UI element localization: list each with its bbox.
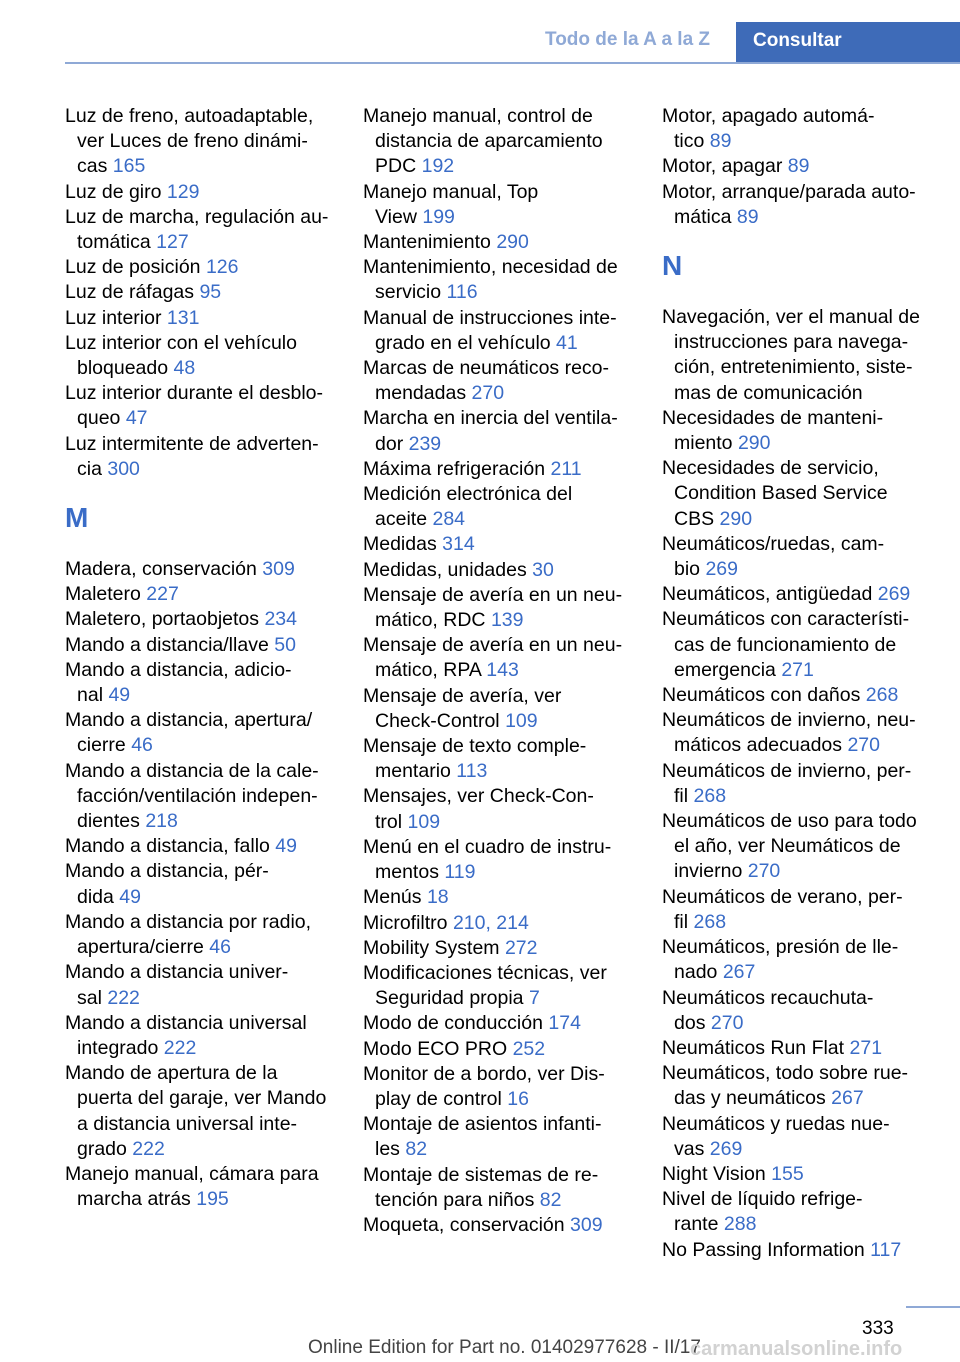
index-page-link[interactable]: 252 xyxy=(512,1037,546,1060)
index-entry xyxy=(662,935,932,985)
index-entry-text: Mantenimiento xyxy=(363,231,491,254)
index-entry xyxy=(662,456,932,532)
index-entry-text: cas xyxy=(77,155,108,178)
index-entry xyxy=(662,1036,932,1061)
index-page-link[interactable]: 49 xyxy=(108,684,131,707)
index-entry-text: bio xyxy=(674,558,701,581)
index-entry xyxy=(363,684,633,734)
index-entry xyxy=(363,482,633,532)
index-entry xyxy=(662,986,932,1036)
index-entry xyxy=(65,306,337,331)
index-entry-text: play de control xyxy=(375,1087,502,1110)
index-entry-text: Mensaje de avería en un neu- xyxy=(363,583,623,606)
index-entry xyxy=(662,607,932,683)
index-entry-text: View xyxy=(375,205,417,228)
index-page-link[interactable]: 218 xyxy=(145,810,178,833)
index-entry-text: cas de funcionamiento de xyxy=(674,633,897,656)
index-entry-text: Mando a distancia, apertura/ xyxy=(65,709,313,732)
index-page-link[interactable]: 116 xyxy=(446,281,478,304)
index-entry-text: PDC xyxy=(375,155,417,178)
index-entry-text: puerta del garaje, ver Mando xyxy=(77,1087,327,1110)
index-entry xyxy=(363,356,633,406)
running-header-section: Todo de la A a la Z xyxy=(545,29,711,50)
index-page-link[interactable]: 222 xyxy=(163,1036,197,1059)
index-entry xyxy=(662,406,932,456)
index-entry-text: Mensaje de avería, ver xyxy=(363,684,562,707)
index-entry xyxy=(65,834,337,859)
index-page-link[interactable]: 300 xyxy=(107,457,140,480)
index-entry-text: Motor, apagar xyxy=(662,155,783,178)
index-entry-text: mendadas xyxy=(375,382,467,405)
index-page-link[interactable]: 270 xyxy=(710,1011,744,1034)
index-entry xyxy=(65,633,337,658)
index-entry xyxy=(662,708,932,758)
index-entry-text: Montaje de asientos infanti- xyxy=(363,1113,602,1136)
index-entry-text: facción/ventilación indepen- xyxy=(77,784,318,807)
index-page-link[interactable]: 268 xyxy=(865,684,899,707)
index-page-link[interactable]: 195 xyxy=(196,1188,229,1211)
index-entry xyxy=(363,306,633,356)
index-entry xyxy=(662,582,932,607)
index-entry-text: Mensajes, ver Check-Con- xyxy=(363,785,594,808)
index-entry-text: tención para niños xyxy=(375,1188,535,1211)
index-entry xyxy=(65,381,337,431)
index-entry-text: Microfiltro xyxy=(363,911,448,934)
index-entry-text: Neumáticos, antigüedad xyxy=(662,583,873,606)
index-entry-text: Luz interior con el vehículo xyxy=(65,331,297,354)
index-entry xyxy=(65,658,337,708)
index-entry-text: apertura/cierre xyxy=(77,936,204,959)
index-entry xyxy=(363,784,633,834)
index-page-link[interactable]: 109 xyxy=(505,709,538,732)
index-entry-text: marcha atrás xyxy=(77,1188,191,1211)
index-entry-text: Mando a distancia universal xyxy=(65,1011,307,1034)
index-entry xyxy=(662,1112,932,1162)
index-entry-text: rante xyxy=(674,1213,719,1236)
index-page-link[interactable]: 271 xyxy=(781,658,814,681)
index-page-link[interactable]: 211 xyxy=(550,457,582,480)
index-entry-text: Luz de marcha, regulación au- xyxy=(65,205,329,228)
index-page-link[interactable]: 268 xyxy=(693,910,727,933)
index-entry-text: Neumáticos y ruedas nue- xyxy=(662,1112,890,1135)
index-page-link[interactable]: 234 xyxy=(264,608,297,631)
index-entry-text: cia xyxy=(77,457,102,480)
index-entry-text: nal xyxy=(77,684,104,707)
index-page-link[interactable]: 269 xyxy=(705,558,738,581)
index-entry-text: Check-Control xyxy=(375,709,500,732)
index-page-link[interactable]: 119 xyxy=(444,861,476,884)
index-page-link[interactable]: 267 xyxy=(722,961,756,984)
index-entry-text: Manejo manual, cámara para xyxy=(65,1162,319,1185)
index-entry xyxy=(363,911,633,936)
index-entry xyxy=(662,180,932,230)
index-entry-text: les xyxy=(375,1138,400,1161)
index-entry xyxy=(363,1037,633,1062)
index-column-1 xyxy=(65,104,337,1212)
index-entry xyxy=(662,154,932,179)
index-entry xyxy=(662,305,932,406)
index-page-link[interactable]: 82 xyxy=(405,1138,428,1161)
index-entry-text: integrado xyxy=(77,1036,159,1059)
index-entry-text: Mensaje de avería en un neu- xyxy=(363,634,623,657)
index-page-link[interactable]: 49 xyxy=(119,885,141,908)
index-page-link[interactable]: 227 xyxy=(146,583,179,606)
index-page-link[interactable]: 290 xyxy=(737,432,771,455)
index-entry xyxy=(363,1213,633,1238)
index-page-link[interactable]: 174 xyxy=(548,1012,581,1035)
watermark: carmanualsonline.info xyxy=(690,1338,903,1360)
index-page-link[interactable]: 267 xyxy=(831,1087,864,1110)
index-entry-text: queo xyxy=(77,407,121,430)
index-page-link[interactable]: 270 xyxy=(847,734,880,757)
index-entry xyxy=(65,104,337,180)
index-entry-text: Maletero xyxy=(65,583,141,606)
index-entry-text: mática xyxy=(674,205,732,228)
index-entry-text: grado en el vehículo xyxy=(375,331,551,354)
index-page-link[interactable]: 269 xyxy=(877,583,911,606)
index-entry xyxy=(363,885,633,910)
index-entry-text: mentario xyxy=(375,760,451,783)
index-page-link[interactable]: 18 xyxy=(426,886,449,909)
index-page-link[interactable]: 89 xyxy=(709,130,732,153)
index-page-link[interactable]: 47 xyxy=(125,407,148,430)
index-entry-text: Neumáticos de invierno, neu- xyxy=(662,709,916,732)
index-entry-text: mentos xyxy=(375,861,439,884)
index-column-2 xyxy=(363,104,633,1238)
index-entry-text: Luz de ráfagas xyxy=(65,281,195,304)
index-entry-text: Luz intermitente de adverten- xyxy=(65,432,319,455)
index-entry-text: aceite xyxy=(375,508,428,531)
index-entry xyxy=(65,582,337,607)
index-entry-text: Menús xyxy=(363,886,422,909)
index-page-link[interactable]: 192 xyxy=(421,155,455,178)
index-entry-text: Neumáticos con daños xyxy=(662,684,861,707)
index-page-link[interactable]: 139 xyxy=(490,609,524,632)
index-entry-text: Luz interior durante el desblo- xyxy=(65,382,323,405)
index-entry xyxy=(662,1162,932,1187)
index-entry-text: Medición electrónica del xyxy=(363,483,573,506)
index-entry-text: bloqueado xyxy=(77,357,169,380)
index-page-link[interactable]: 48 xyxy=(173,357,196,380)
index-entry-text: Night Vision xyxy=(662,1162,766,1185)
index-entry-text: Monitor de a bordo, ver Dis- xyxy=(363,1062,605,1085)
index-entry-text: Manejo manual, Top xyxy=(363,180,539,203)
index-page-link[interactable]: 46 xyxy=(209,936,231,959)
index-page-link[interactable]: 210, 214 xyxy=(452,911,529,934)
index-entry-text: Medidas xyxy=(363,533,437,556)
index-entry-text: el año, ver Neumáticos de xyxy=(674,835,901,858)
index-page-link[interactable]: 271 xyxy=(849,1036,883,1059)
index-page-link[interactable]: 50 xyxy=(274,633,296,656)
index-entry xyxy=(662,683,932,708)
index-entry xyxy=(363,936,633,961)
index-entry-text: grado xyxy=(77,1137,127,1160)
index-page-link[interactable]: 222 xyxy=(107,986,140,1009)
index-entry xyxy=(65,607,337,632)
index-entry-text: Manejo manual, control de xyxy=(363,105,593,127)
index-entry-text: dida xyxy=(77,885,114,908)
index-page-link[interactable]: 82 xyxy=(539,1188,562,1211)
index-entry-text: Motor, arranque/parada auto- xyxy=(662,180,916,203)
index-entry-text: mático, RPA xyxy=(375,659,481,682)
index-entry-text: vas xyxy=(674,1137,705,1160)
index-page-link[interactable]: 269 xyxy=(709,1137,743,1160)
index-entry-text: Navegación, ver el manual de xyxy=(662,306,920,329)
index-page-link[interactable]: 129 xyxy=(166,180,200,203)
index-entry-text: Motor, apagado automá- xyxy=(662,105,875,127)
index-entry xyxy=(363,1062,633,1112)
index-page-link[interactable]: 131 xyxy=(166,306,200,329)
index-page-link[interactable]: 288 xyxy=(723,1213,757,1236)
index-entry xyxy=(363,1112,633,1162)
page-number: 333 xyxy=(862,1318,894,1339)
index-entry xyxy=(65,910,337,960)
index-entry-text: Modo de conducción xyxy=(363,1012,543,1035)
index-entry xyxy=(65,280,337,305)
index-entry xyxy=(662,104,932,154)
index-entry-text: dos xyxy=(674,1011,706,1034)
index-column-3 xyxy=(662,104,932,1263)
index-entry xyxy=(65,759,337,835)
index-entry-text: invierno xyxy=(674,860,743,883)
index-entry-text: Condition Based Service xyxy=(674,482,888,505)
index-page-link[interactable]: 222 xyxy=(132,1137,165,1160)
index-section-letter: M xyxy=(65,502,89,534)
index-entry xyxy=(662,1061,932,1111)
index-entry xyxy=(363,406,633,456)
index-entry xyxy=(363,734,633,784)
index-entry-text: cierre xyxy=(77,734,126,757)
index-entry xyxy=(662,809,932,885)
index-entry-text: mático, RDC xyxy=(375,609,486,632)
index-page-link[interactable]: 270 xyxy=(471,382,505,405)
index-entry-text: Moqueta, conservación xyxy=(363,1213,565,1236)
index-entry-text: ver Luces de freno dinámi- xyxy=(77,130,308,153)
index-entry-text: emergencia xyxy=(674,658,776,681)
index-entry xyxy=(363,583,633,633)
footer-edition-text: Online Edition for Part no. 01402977628 - II/17 xyxy=(308,1337,701,1358)
index-entry-text: Neumáticos Run Flat xyxy=(662,1036,845,1059)
index-entry-text: Mando a distancia univer- xyxy=(65,961,289,984)
index-entry-text: Necesidades de manteni- xyxy=(662,406,884,429)
index-entry-text: sal xyxy=(77,986,102,1009)
index-entry xyxy=(363,230,633,255)
index-entry-text: Neumáticos, todo sobre rue- xyxy=(662,1062,909,1085)
index-entry-text: máticos adecuados xyxy=(674,734,843,757)
index-entry-text: Luz interior xyxy=(65,306,162,329)
index-entry-text: Menú en el cuadro de instru- xyxy=(363,835,612,858)
index-entry-text: fil xyxy=(674,910,689,933)
index-entry-text: Mando a distancia de la cale- xyxy=(65,759,319,782)
index-page-link[interactable]: 314 xyxy=(442,533,475,556)
index-page-link[interactable]: 41 xyxy=(556,331,578,354)
index-entry-text: Neumáticos recauchuta- xyxy=(662,986,874,1009)
index-entry xyxy=(363,457,633,482)
index-page-link[interactable]: 89 xyxy=(736,205,759,228)
index-entry-text: Nivel de líquido refrige- xyxy=(662,1188,863,1211)
footer-rule xyxy=(906,1306,960,1308)
index-entry xyxy=(363,104,633,180)
index-entry-text: ción, entretenimiento, siste- xyxy=(674,356,913,379)
index-entry-text: Marcas de neumáticos reco- xyxy=(363,357,610,380)
index-page-link[interactable]: 49 xyxy=(275,835,297,858)
index-entry-text: Luz de giro xyxy=(65,180,162,203)
index-page-link[interactable]: 46 xyxy=(131,734,153,757)
index-entry-text: tomática xyxy=(77,231,151,254)
index-page-link[interactable]: 126 xyxy=(205,256,239,279)
index-entry-text: Manual de instrucciones inte- xyxy=(363,306,617,329)
index-page-link[interactable]: 165 xyxy=(112,155,146,178)
index-page-link[interactable]: 199 xyxy=(422,205,455,228)
index-entry-text: dientes xyxy=(77,810,140,833)
index-entry-text: Neumáticos, presión de lle- xyxy=(662,936,899,959)
index-entry-text: Mando a distancia, fallo xyxy=(65,835,270,858)
index-entry-text: Neumáticos con característi- xyxy=(662,608,910,631)
index-page-link[interactable]: 16 xyxy=(507,1087,529,1110)
index-entry-text: Máxima refrigeración xyxy=(363,457,546,480)
index-page-link[interactable]: 290 xyxy=(496,231,529,254)
index-page-link[interactable]: 109 xyxy=(407,810,441,833)
index-page-link[interactable]: 268 xyxy=(693,784,727,807)
index-entry-text: Neumáticos de invierno, per- xyxy=(662,759,912,782)
index-page-link[interactable]: 113 xyxy=(456,760,488,783)
index-page-link[interactable]: 7 xyxy=(528,987,540,1010)
index-entry-text: a distancia universal inte- xyxy=(77,1112,298,1135)
index-entry xyxy=(65,180,337,205)
index-entry-text: trol xyxy=(375,810,403,833)
index-entry xyxy=(363,1011,633,1036)
index-entry-text: Modo ECO PRO xyxy=(363,1037,508,1060)
index-entry-text: Mando a distancia, adicio- xyxy=(65,658,292,681)
index-entry-text: Mensaje de texto comple- xyxy=(363,735,587,758)
index-entry-text: Montaje de sistemas de re- xyxy=(363,1163,599,1186)
index-page-link[interactable]: 270 xyxy=(747,860,781,883)
index-entry-text: Marcha en inercia del ventila- xyxy=(363,407,618,430)
index-entry-text: Mando de apertura de la xyxy=(65,1062,278,1085)
index-page-link[interactable]: 143 xyxy=(486,659,519,682)
index-entry xyxy=(65,960,337,1010)
index-page-link[interactable]: 117 xyxy=(870,1238,902,1261)
index-page-link[interactable]: 272 xyxy=(504,936,538,959)
index-entry-text: Neumáticos/ruedas, cam- xyxy=(662,532,885,555)
index-entry-text: miento xyxy=(674,432,733,455)
index-entry xyxy=(65,331,337,381)
index-entry xyxy=(65,1162,337,1212)
index-entry xyxy=(65,432,337,482)
index-entry xyxy=(65,708,337,758)
index-entry-text: fil xyxy=(674,784,689,807)
index-section-letter: N xyxy=(662,250,683,282)
index-entry xyxy=(65,557,337,582)
index-entry-text: das y neumáticos xyxy=(674,1087,826,1110)
index-page-link[interactable]: 239 xyxy=(408,432,442,455)
index-entry xyxy=(65,1011,337,1061)
index-page-link[interactable]: 95 xyxy=(199,281,222,304)
index-entry-text: Luz de freno, autoadaptable, xyxy=(65,105,314,127)
index-entry xyxy=(363,180,633,230)
index-entry-text: Necesidades de servicio, xyxy=(662,457,879,480)
index-entry-text: Luz de posición xyxy=(65,256,201,279)
index-entry-text: dor xyxy=(375,432,404,455)
index-entry xyxy=(65,255,337,280)
index-entry xyxy=(363,1163,633,1213)
index-entry-text: Seguridad propia xyxy=(375,987,524,1010)
index-entry xyxy=(662,532,932,582)
running-header-chapter-tab: Consultar xyxy=(736,22,960,64)
index-entry xyxy=(65,1061,337,1162)
index-page-link[interactable]: 309 xyxy=(262,558,295,581)
index-entry-text: tico xyxy=(674,130,705,153)
index-entry-text: servicio xyxy=(375,281,442,304)
index-page-link[interactable]: 309 xyxy=(570,1213,603,1236)
index-entry xyxy=(363,835,633,885)
index-page-link[interactable]: 284 xyxy=(432,508,466,531)
index-entry-text: Mando a distancia/llave xyxy=(65,633,269,656)
index-entry-text: mas de comunicación xyxy=(674,381,863,404)
index-entry xyxy=(363,961,633,1011)
index-entry xyxy=(363,633,633,683)
index-page-link[interactable]: 127 xyxy=(156,231,189,254)
index-entry-text: Madera, conservación xyxy=(65,558,257,581)
index-entry-text: instrucciones para navega- xyxy=(674,331,909,354)
index-page-link[interactable]: 89 xyxy=(787,155,810,178)
index-entry xyxy=(662,1187,932,1237)
index-entry-text: Neumáticos de uso para todo xyxy=(662,810,917,833)
index-entry xyxy=(363,532,633,557)
index-entry-text: Maletero, portaobjetos xyxy=(65,608,260,631)
index-entry-text: Medidas, unidades xyxy=(363,558,527,581)
index-entry-text: Modificaciones técnicas, ver xyxy=(363,961,607,984)
index-entry-text: Neumáticos de verano, per- xyxy=(662,885,903,908)
index-entry xyxy=(662,885,932,935)
index-page-link[interactable]: 290 xyxy=(719,507,753,530)
index-entry xyxy=(65,205,337,255)
index-entry xyxy=(65,859,337,909)
index-entry-text: nado xyxy=(674,961,718,984)
index-entry-text: Mando a distancia por radio, xyxy=(65,910,312,933)
index-page-link[interactable]: 155 xyxy=(771,1162,804,1185)
index-page-link[interactable]: 30 xyxy=(532,558,554,581)
index-entry-text: distancia de aparcamiento xyxy=(375,130,603,153)
index-entry-text: Mando a distancia, pér- xyxy=(65,860,269,883)
index-entry-text: CBS xyxy=(674,507,715,530)
index-entry-text: Mobility System xyxy=(363,936,500,959)
header-rule xyxy=(65,62,960,64)
index-entry xyxy=(363,255,633,305)
index-entry xyxy=(363,558,633,583)
index-entry xyxy=(662,759,932,809)
index-entry-text: Mantenimiento, necesidad de xyxy=(363,256,618,279)
index-entry-text: No Passing Information xyxy=(662,1238,865,1261)
index-entry xyxy=(662,1238,932,1263)
